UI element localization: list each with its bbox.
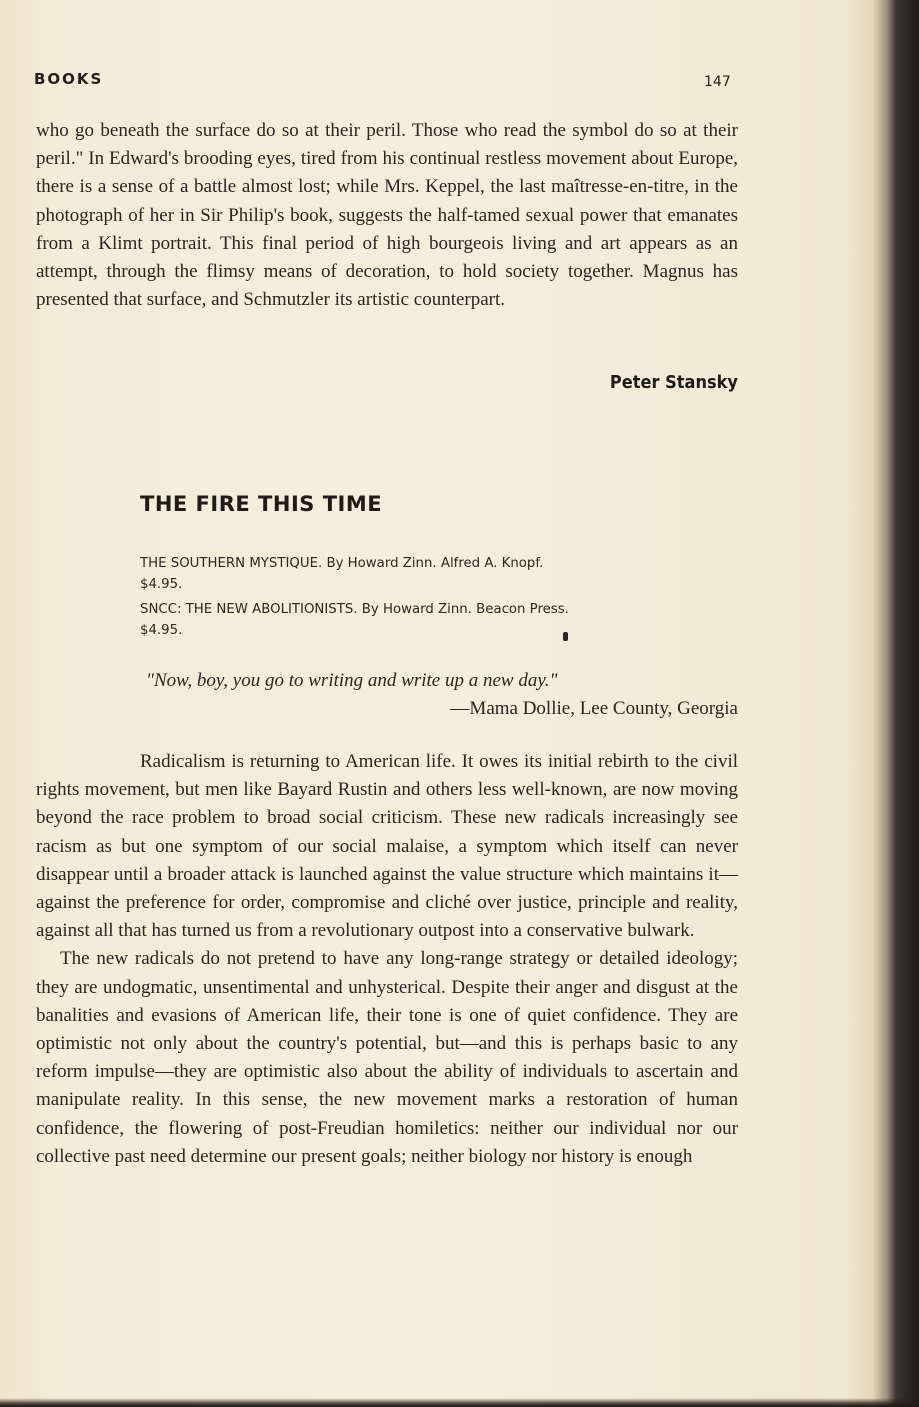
review-title: THE FIRE THIS TIME: [140, 492, 383, 516]
review-paragraph: The new radicals do not pretend to have any long-range strategy or detailed ideology; they are undogmatic, unsentimental and unhysterical. Despite their anger and disgust at the banalities and evasions of American life, their tone is one of quiet confidence. They are optimistic not only about the country's potential, but—and this is perhaps basic to any reform impulse—they are optimistic also about the ability of individuals to ascertain and manipulate reality. In this sense, the new movement marks a restoration of human confidence, the flowering of post-Freudian homiletics: neither our individual nor our collective past need determine our present goals; neither biology nor history is enough: [36, 948, 738, 1167]
book-entry: [140, 553, 738, 595]
epigraph: [146, 667, 738, 723]
previous-review-closing-paragraph: who go beneath the surface do so at their peril. Those who read the symbol do so at their peril." In Edward's brooding eyes, tired from his continual restless movement about Europe, there is a sense of a battle almost lost; while Mrs. Keppel, the last maîtresse-en-titre, in the photograph of her in Sir Philip's book, suggests the half-tamed sexual power that emanates from a Klimt portrait. This final period of high bourgeois living and art appears as an attempt, through the flimsy means of decoration, to hold society together. Magnus has presented that surface, and Schmutzler its artistic counterpart.: [36, 120, 738, 311]
review-body: [36, 748, 738, 1283]
running-head: BOOKS: [34, 70, 104, 88]
book-price: $4.95.: [140, 577, 183, 592]
book-entry: [140, 599, 738, 641]
epigraph-quote: "Now, boy, you go to writing and write up a new day.": [146, 670, 558, 691]
book-title-line: THE SOUTHERN MYSTIQUE. By Howard Zinn. Alfred A. Knopf.: [140, 556, 544, 571]
book-title-line: SNCC: THE NEW ABOLITIONISTS. By Howard Zinn. Beacon Press.: [140, 602, 569, 617]
book-price: $4.95.: [140, 623, 183, 638]
epigraph-attribution: —Mama Dollie, Lee County, Georgia: [450, 698, 738, 719]
review-paragraph: Radicalism is returning to American life. It owes its initial rebirth to the civil rights movement, but men like Bayard Rustin and others less well-known, are now moving beyond the race problem to broad social criticism. These new radicals increasingly see racism as but one symptom of our social malaise, a symptom which itself can never disappear until a broader attack is launched against the value structure which maintains it—against the preference for order, compromise and cliché over justice, principle and reality, against all that has turned us from a revolutionary outpost into a conservative bulwark.: [36, 751, 738, 942]
page-number: 147: [704, 74, 731, 90]
page-edge-shadow: [0, 1398, 919, 1407]
reviewer-signature: Peter Stansky: [609, 372, 738, 393]
section-ornament: [563, 632, 568, 641]
